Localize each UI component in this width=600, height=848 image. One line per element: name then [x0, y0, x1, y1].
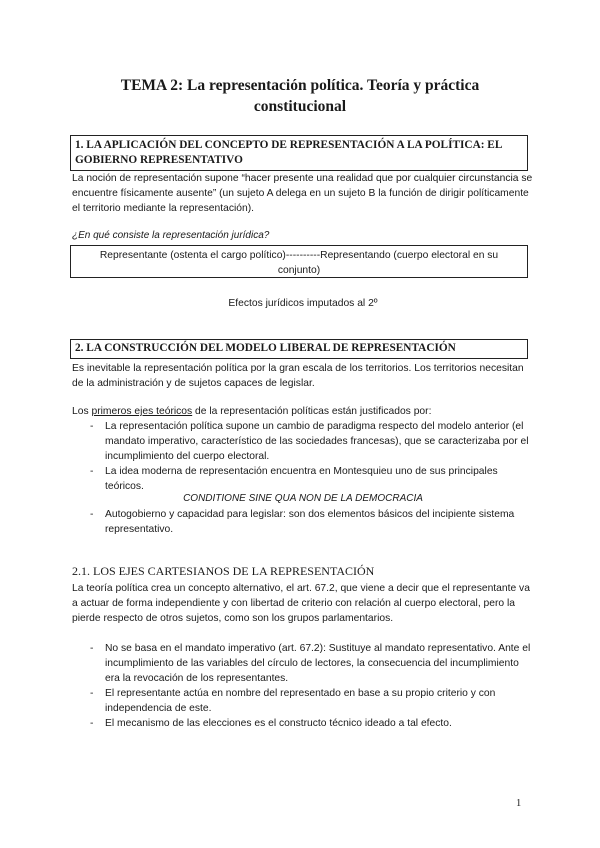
theoretical-axes-list-b — [72, 507, 534, 537]
list-item: - La representación política supone un cambio de paradigma respecto del modelo anterior (el mandato imperativo, característico de las sociedades francesas), que se caracterizaba por el incumplimiento del cuerpo electoral. — [90, 421, 529, 462]
democracy-condition: CONDITIONE SINE QUA NON DE LA DEMOCRACIA — [183, 493, 423, 504]
representation-box-text: Representante (ostenta el cargo político)----------Representando (cuerpo electoral en su conjunto) — [99, 250, 499, 276]
theoretical-axes-link-text: primeros ejes teóricos — [91, 406, 193, 417]
theoretical-axes-list-a — [72, 419, 534, 494]
list-item: - La idea moderna de representación encuentra en Montesquieu uno de sus principales teóricos. — [90, 466, 498, 492]
section-2-1-paragraph: La teoría política crea un concepto alternativo, el art. 67.2, que viene a decir que el representante va a actuar de forma independiente y con libertad de criterio con relación al cuerpo electoral, pero la pierde respecto de otros sujetos, como son los grupos parlamentarios. — [72, 583, 530, 624]
section-2-paragraph: Es inevitable la representación política por la gran escala de los territorios. Los territorios necesitan de la administración y de sujetos capaces de legislar. — [72, 363, 524, 389]
list-item: - El representante actúa en nombre del representado en base a su propio criterio y con independencia de este. — [90, 688, 496, 714]
theoretical-axes-intro: Los primeros ejes teóricos de la representación políticas están justificados por: — [72, 406, 432, 417]
cartesian-axes-list — [72, 641, 534, 731]
section-1-heading: 1. LA APLICACIÓN DEL CONCEPTO DE REPRESENTACIÓN A LA POLÍTICA: EL GOBIERNO REPRESENTATIVO — [70, 135, 528, 171]
list-item: - Autogobierno y capacidad para legislar: son dos elementos básicos del incipiente sistema representativo. — [90, 509, 515, 535]
representation-box — [70, 245, 528, 278]
list-item: - El mecanismo de las elecciones es el constructo técnico ideado a tal efecto. — [90, 718, 452, 729]
list-item: - No se basa en el mandato imperativo (art. 67.2): Sustituye al mandato representativo. Ante el incumplimiento de las variables del círculo de lectores, la consecuencia del incumplimiento era la revocación de los representantes. — [90, 643, 531, 684]
legal-effects-line: Efectos jurídicos imputados al 2º — [228, 298, 378, 309]
section-2-1-heading: 2.1. LOS EJES CARTESIANOS DE LA REPRESENTACIÓN — [72, 564, 375, 578]
representation-question: ¿En qué consiste la representación jurídica? — [72, 230, 270, 241]
page-number: 1 — [516, 798, 522, 809]
section-2-heading: 2. LA CONSTRUCCIÓN DEL MODELO LIBERAL DE REPRESENTACIÓN — [70, 339, 528, 359]
document-title: TEMA 2: La representación política. Teoría y práctica constitucional — [120, 77, 480, 115]
section-1-paragraph: La noción de representación supone “hacer presente una realidad que por cualquier circunstancia se encuentre físicamente ausente” (un sujeto A delega en un sujeto B la función de dirigir políticamente el territorio mediante la representación). — [72, 173, 533, 214]
